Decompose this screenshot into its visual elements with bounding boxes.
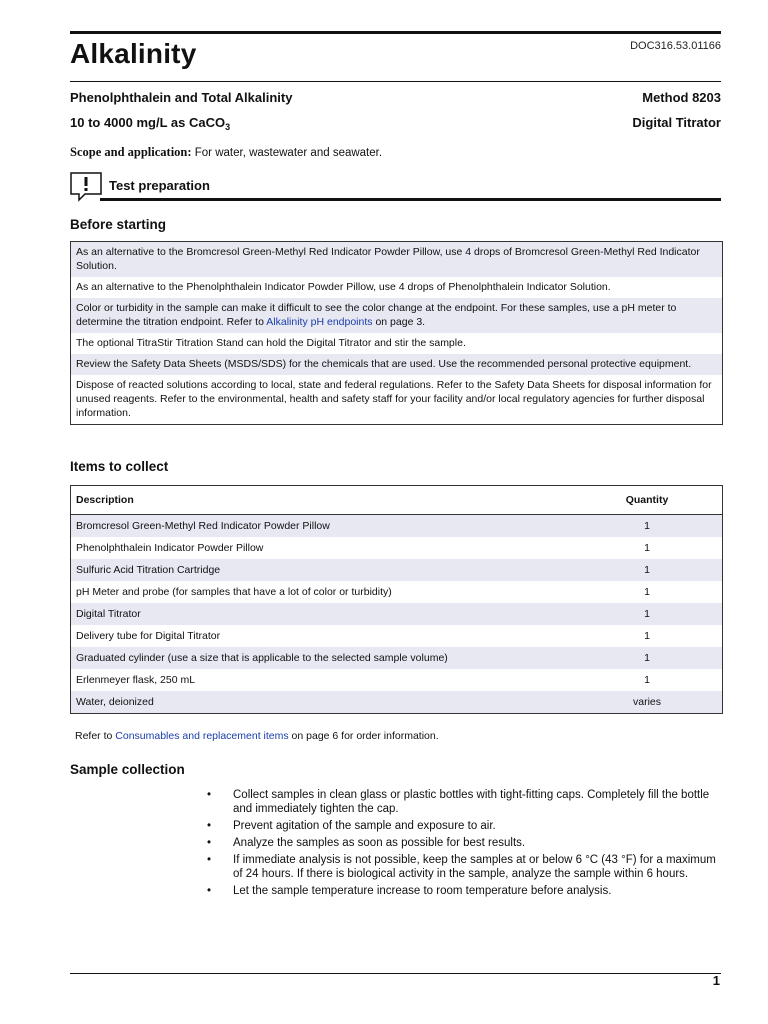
item-description: Digital Titrator [76, 608, 141, 620]
item-description: Graduated cylinder (use a size that is applicable to the selected sample volume) [76, 652, 448, 664]
scope-statement [70, 145, 382, 160]
range-text: 10 to 4000 mg/L as CaCO [70, 115, 226, 130]
test-preparation-title: Test preparation [109, 178, 210, 193]
note-row: Review the Safety Data Sheets (MSDS/SDS) for the chemicals that are used. Use the recommended personal protective equipment. [71, 354, 722, 375]
note-text: on page 3. [372, 316, 426, 328]
column-header-quantity: Quantity [625, 494, 669, 506]
note-row [71, 298, 722, 333]
item-quantity: 1 [644, 564, 650, 576]
list-item-text: If immediate analysis is not possible, keep the samples at or below 6 °C (43 °F) for a maximum of 24 hours. If there is biological activity in the sample, analyze the sample within 6 hours. [233, 854, 716, 880]
list-item-text: Let the sample temperature increase to room temperature before analysis. [233, 885, 612, 897]
table-row [71, 647, 722, 669]
item-description: Delivery tube for Digital Titrator [76, 630, 221, 642]
title-divider [70, 81, 721, 82]
table-row [71, 559, 722, 581]
item-description: pH Meter and probe (for samples that have a lot of color or turbidity) [76, 586, 392, 598]
note-row: As an alternative to the Bromcresol Green-Methyl Red Indicator Powder Pillow, use 4 drops of Bromcresol Green-Methyl Red Indicator Solution. [71, 242, 722, 277]
footer-rule [70, 973, 721, 974]
top-rule [70, 31, 721, 34]
document-number: DOC316.53.01166 [630, 40, 721, 52]
list-item [205, 836, 720, 850]
list-item [205, 819, 720, 833]
instrument-name: Digital Titrator [632, 115, 721, 130]
scope-label: Scope and application: [70, 145, 192, 159]
item-description: Sulfuric Acid Titration Cartridge [76, 564, 221, 576]
item-description: Bromcresol Green-Methyl Red Indicator Powder Pillow [76, 520, 330, 532]
sample-collection-list [205, 788, 720, 901]
item-quantity: 1 [644, 586, 650, 598]
subtitle: Phenolphthalein and Total Alkalinity [70, 90, 293, 105]
note-row: The optional TitraStir Titration Stand can hold the Digital Titrator and stir the sample. [76, 337, 466, 349]
refer-text: on page 6 for order information. [288, 730, 439, 742]
list-item [205, 853, 720, 881]
refer-text: Refer to [75, 730, 116, 742]
list-item-text: Analyze the samples as soon as possible for best results. [233, 837, 526, 849]
bullet-icon: • [207, 789, 212, 801]
consumables-link[interactable]: Consumables and replacement items [115, 730, 289, 742]
bullet-icon: • [207, 854, 212, 866]
list-item-text: Collect samples in clean glass or plastic bottles with tight-fitting caps. Completely fill the bottle and immediately tighten the cap. [233, 789, 710, 815]
table-header [71, 486, 722, 515]
table-row [71, 603, 722, 625]
list-item-text: Prevent agitation of the sample and exposure to air. [233, 820, 496, 832]
item-quantity: 1 [644, 630, 650, 642]
note-row: Dispose of reacted solutions according to local, state and federal regulations. Refer to the Safety Data Sheets for disposal information for unused reagents. Refer to the environmental, health and safety staff for your facility and/or local regulatory agencies for further disposal information. [76, 379, 712, 419]
list-item [205, 884, 720, 898]
sample-collection-heading: Sample collection [70, 762, 185, 777]
bullet-icon: • [207, 885, 212, 897]
before-starting-heading: Before starting [70, 217, 167, 232]
bullet-icon: • [207, 837, 212, 849]
table-row [71, 691, 722, 713]
items-to-collect-heading: Items to collect [70, 459, 169, 474]
scope-text: For water, wastewater and seawater. [191, 147, 383, 159]
page-number: 1 [712, 973, 720, 988]
item-description: Water, deionized [76, 696, 154, 708]
bullet-icon: • [207, 820, 212, 832]
range-subscript: 3 [225, 122, 231, 132]
table-row [71, 581, 722, 603]
section-rule [100, 198, 721, 201]
item-quantity: 1 [644, 674, 650, 686]
caution-note-icon [70, 172, 102, 202]
item-quantity: varies [632, 696, 661, 708]
before-starting-notes [70, 241, 723, 425]
note-text: Color or turbidity in the sample can make it difficult to see the color change at the endpoint. For these samples, use a pH meter to determine the titration endpoint. Refer to [76, 302, 677, 328]
note-row: As an alternative to the Phenolphthalein Indicator Powder Pillow, use 4 drops of Phenolphthalein Indicator Solution. [76, 281, 611, 293]
item-quantity: 1 [644, 520, 650, 532]
measurement-range [70, 115, 230, 132]
page-title: Alkalinity [70, 38, 197, 69]
table-row [71, 669, 722, 691]
table-row [71, 537, 722, 559]
item-description: Phenolphthalein Indicator Powder Pillow [76, 542, 264, 554]
table-row [71, 515, 722, 537]
alkalinity-ph-endpoints-link[interactable]: Alkalinity pH endpoints [266, 316, 373, 328]
order-info-reference [75, 730, 439, 742]
table-row [71, 625, 722, 647]
item-description: Erlenmeyer flask, 250 mL [76, 674, 196, 686]
list-item [205, 788, 720, 816]
items-table [70, 485, 723, 714]
item-quantity: 1 [644, 608, 650, 620]
column-header-description: Description [76, 494, 134, 506]
item-quantity: 1 [644, 542, 650, 554]
item-quantity: 1 [644, 652, 650, 664]
method-number: Method 8203 [642, 90, 721, 105]
